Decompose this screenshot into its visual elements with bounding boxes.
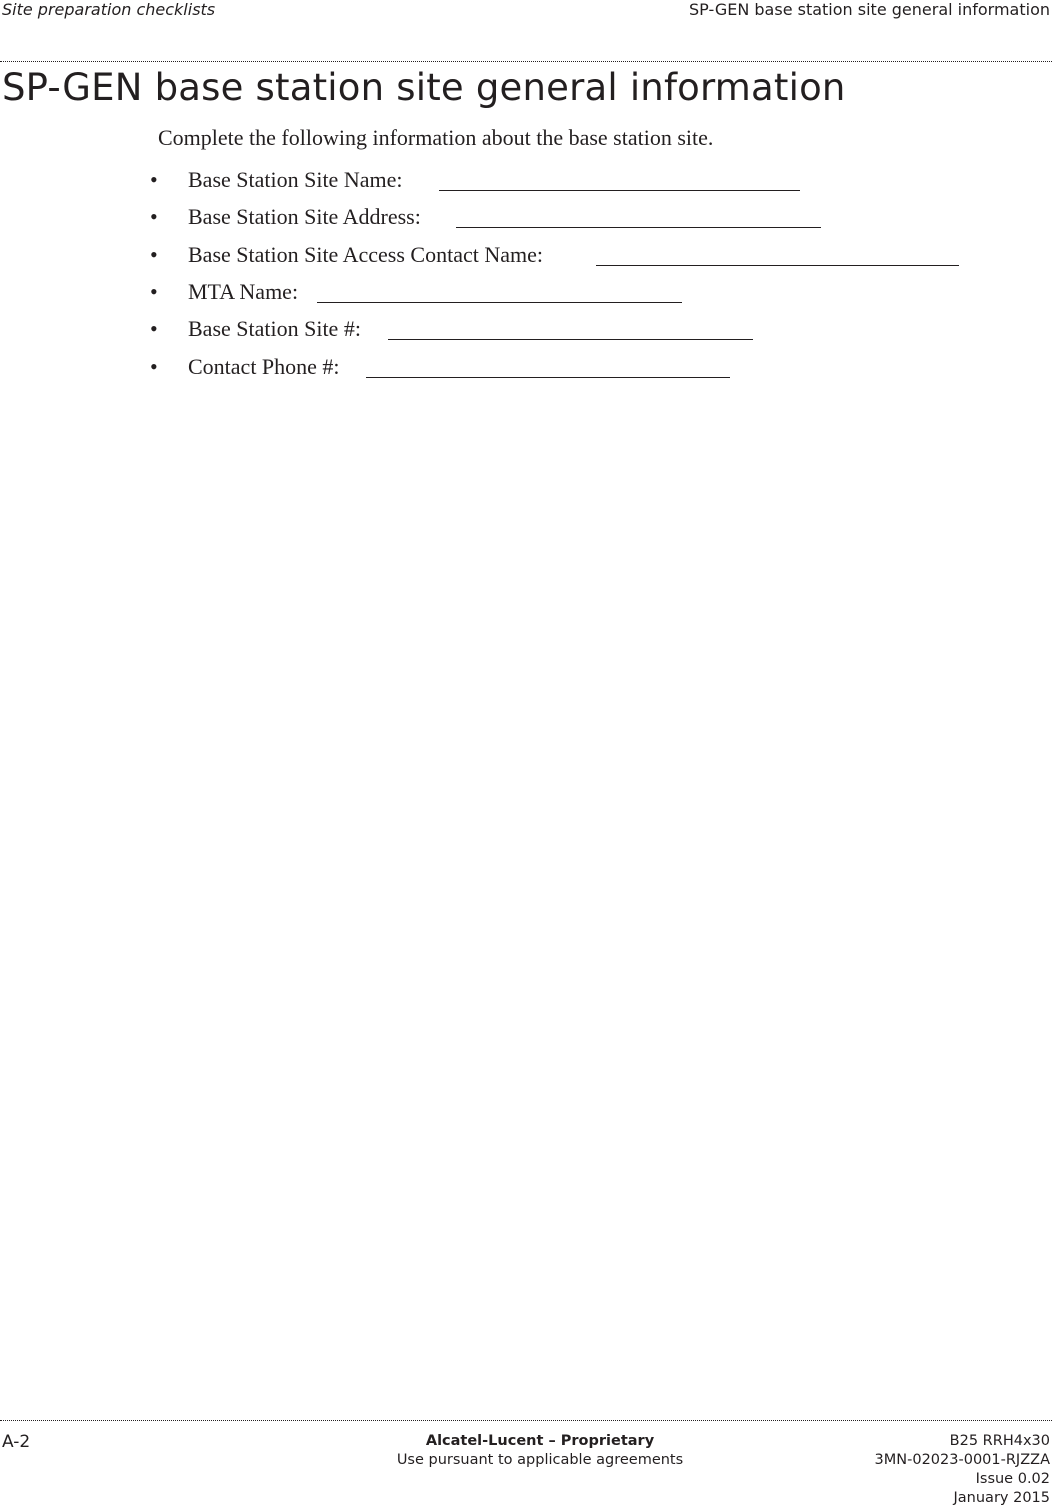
field-label: Base Station Site Name: [188, 167, 403, 192]
footer-notice [390, 1432, 690, 1470]
field-label: Base Station Site #: [188, 316, 361, 341]
field-label: Base Station Site Access Contact Name: [188, 242, 543, 267]
blank-input-line[interactable] [317, 302, 682, 303]
header-topic-title: SP-GEN base station site general information [689, 0, 1050, 19]
proprietary-label: Alcatel-Lucent – Proprietary [425, 1433, 655, 1449]
footer-divider [0, 1420, 1052, 1421]
field-label: Base Station Site Address: [188, 204, 421, 229]
bullet-icon: • [150, 242, 158, 267]
blank-input-line[interactable] [366, 377, 730, 378]
issue-date: January 2015 [953, 1490, 1050, 1506]
blank-input-line[interactable] [456, 227, 821, 228]
page-title: SP-GEN base station site general information [2, 66, 846, 109]
blank-input-line[interactable] [596, 265, 959, 266]
product-name: B25 RRH4x30 [949, 1433, 1050, 1449]
bullet-icon: • [150, 316, 158, 341]
document-info [875, 1432, 1050, 1508]
field-label: MTA Name: [188, 279, 299, 304]
bullet-icon: • [150, 167, 158, 192]
page-number: A-2 [2, 1432, 31, 1452]
bullet-icon: • [150, 354, 158, 379]
running-header [0, 0, 1052, 28]
blank-input-line[interactable] [439, 190, 800, 191]
use-notice: Use pursuant to applicable agreements [396, 1452, 684, 1468]
header-divider [0, 61, 1052, 62]
issue-line [875, 1470, 1050, 1508]
bullet-icon: • [150, 279, 158, 304]
document-number: 3MN-02023-0001-RJZZA [874, 1452, 1050, 1468]
issue-number: Issue 0.02 [975, 1471, 1050, 1487]
header-section-title: Site preparation checklists [2, 0, 216, 19]
blank-input-line[interactable] [388, 339, 753, 340]
field-label: Contact Phone #: [188, 354, 340, 379]
bullet-icon: • [150, 204, 158, 229]
intro-text: Complete the following information about the base station site. [158, 125, 714, 150]
